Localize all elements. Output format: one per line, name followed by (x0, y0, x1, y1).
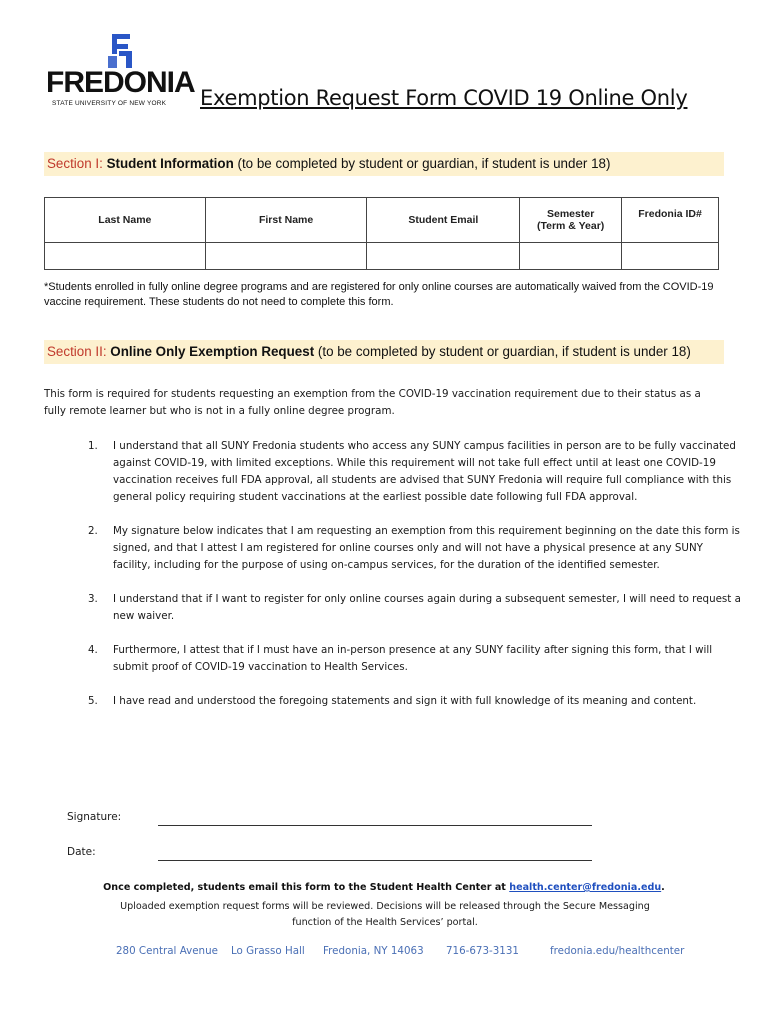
col-semester-sub: (Term & Year) (536, 220, 605, 232)
col-fredonia-id: Fredonia ID# (622, 198, 719, 243)
review-note: Uploaded exemption request forms will be reviewed. Decisions will be released through the Secure Messaging function of the Health Services’ portal. (120, 901, 650, 928)
semester-cell[interactable] (520, 243, 622, 270)
section-2-note: (to be completed by student or guardian, if student is under 18) (317, 344, 691, 359)
footer-phone: 716-673-3131 (446, 945, 519, 957)
list-item: 3. I understand that if I want to register for only online courses again during a subsequent semester, I will need to request a new waiver. (88, 593, 741, 622)
col-last-name: Last Name (45, 198, 206, 243)
section-1-number: Section I: (47, 156, 103, 171)
logo-subtitle: STATE UNIVERSITY OF NEW YORK (52, 100, 167, 107)
col-first-name: First Name (205, 198, 367, 243)
col-student-email: Student Email (367, 198, 520, 243)
footer-city: Fredonia, NY 14063 (323, 945, 424, 957)
list-item: 4. Furthermore, I attest that if I must have an in-person presence at any SUNY facility after signing this form, that I will submit proof of COVID-19 vaccination to Health Services. (88, 644, 713, 673)
completion-instructions: Once completed, students email this form to the Student Health Center at health.center@fredonia.edu. (103, 882, 665, 893)
logo-wordmark: FREDONIA (46, 66, 195, 99)
intro-paragraph: This form is required for students requesting an exemption from the COVID-19 vaccination requirement due to their status as a fully remote learner but who is not in a fully online degree program. (44, 388, 701, 417)
last-name-cell[interactable] (45, 243, 206, 270)
fredonia-id-cell[interactable] (622, 243, 719, 270)
section-1-header (44, 152, 724, 176)
footer-website-link[interactable]: fredonia.edu/healthcenter (550, 945, 685, 957)
section-2-heading: Online Only Exemption Request (110, 344, 315, 359)
table-header-row (45, 198, 719, 243)
signature-field[interactable] (158, 810, 592, 826)
footer-hall: Lo Grasso Hall (231, 945, 305, 957)
fredonia-emblem-icon (108, 34, 134, 68)
section-1-note: (to be completed by student or guardian, if student is under 18) (237, 156, 611, 171)
student-info-table (44, 197, 719, 270)
list-item: 5. I have read and understood the foregoing statements and sign it with full knowledge of its meaning and content. (88, 695, 697, 707)
signature-label: Signature: (67, 811, 122, 823)
section-1-heading: Student Information (106, 156, 234, 171)
section-2-number: Section II: (47, 344, 107, 359)
form-title: Exemption Request Form COVID 19 Online Only (200, 86, 688, 110)
col-semester-label: Semester (547, 208, 595, 220)
health-center-email-link[interactable]: health.center@fredonia.edu (509, 882, 662, 893)
list-item: 1. I understand that all SUNY Fredonia students who access any SUNY campus facilities in person are to be fully vaccinated against COVID-19, with limited exceptions. While this requirement will not take full effect until at least one COVID-19 vaccination receives full FDA approval, all students are advised that SUNY Fredonia will require full compliance with this general policy requiring student vaccinations at the earliest possible date following full FDA approval. (88, 440, 736, 503)
statement-list (88, 438, 743, 727)
footer-address: 280 Central Avenue (116, 945, 218, 957)
fredonia-logo (46, 34, 196, 110)
first-name-cell[interactable] (205, 243, 367, 270)
student-email-cell[interactable] (367, 243, 520, 270)
waived-note: *Students enrolled in fully online degree programs and are registered for only online courses are automatically waived from the COVID-19 vaccine requirement. These students do not need to complete this form. (44, 281, 714, 308)
section-2-header (44, 340, 724, 364)
col-semester (520, 198, 622, 243)
date-field[interactable] (158, 845, 592, 861)
table-row (45, 243, 719, 270)
completion-text: Once completed, students email this form to the Student Health Center at (103, 882, 506, 893)
list-item: 2. My signature below indicates that I am requesting an exemption from this requirement beginning on the date this form is signed, and that I attest I am registered for online courses only and will not have a physical presence at any SUNY facility, including for the purpose of using on-campus services, for the duration of the identified semester. (88, 525, 740, 571)
date-label: Date: (67, 846, 96, 858)
